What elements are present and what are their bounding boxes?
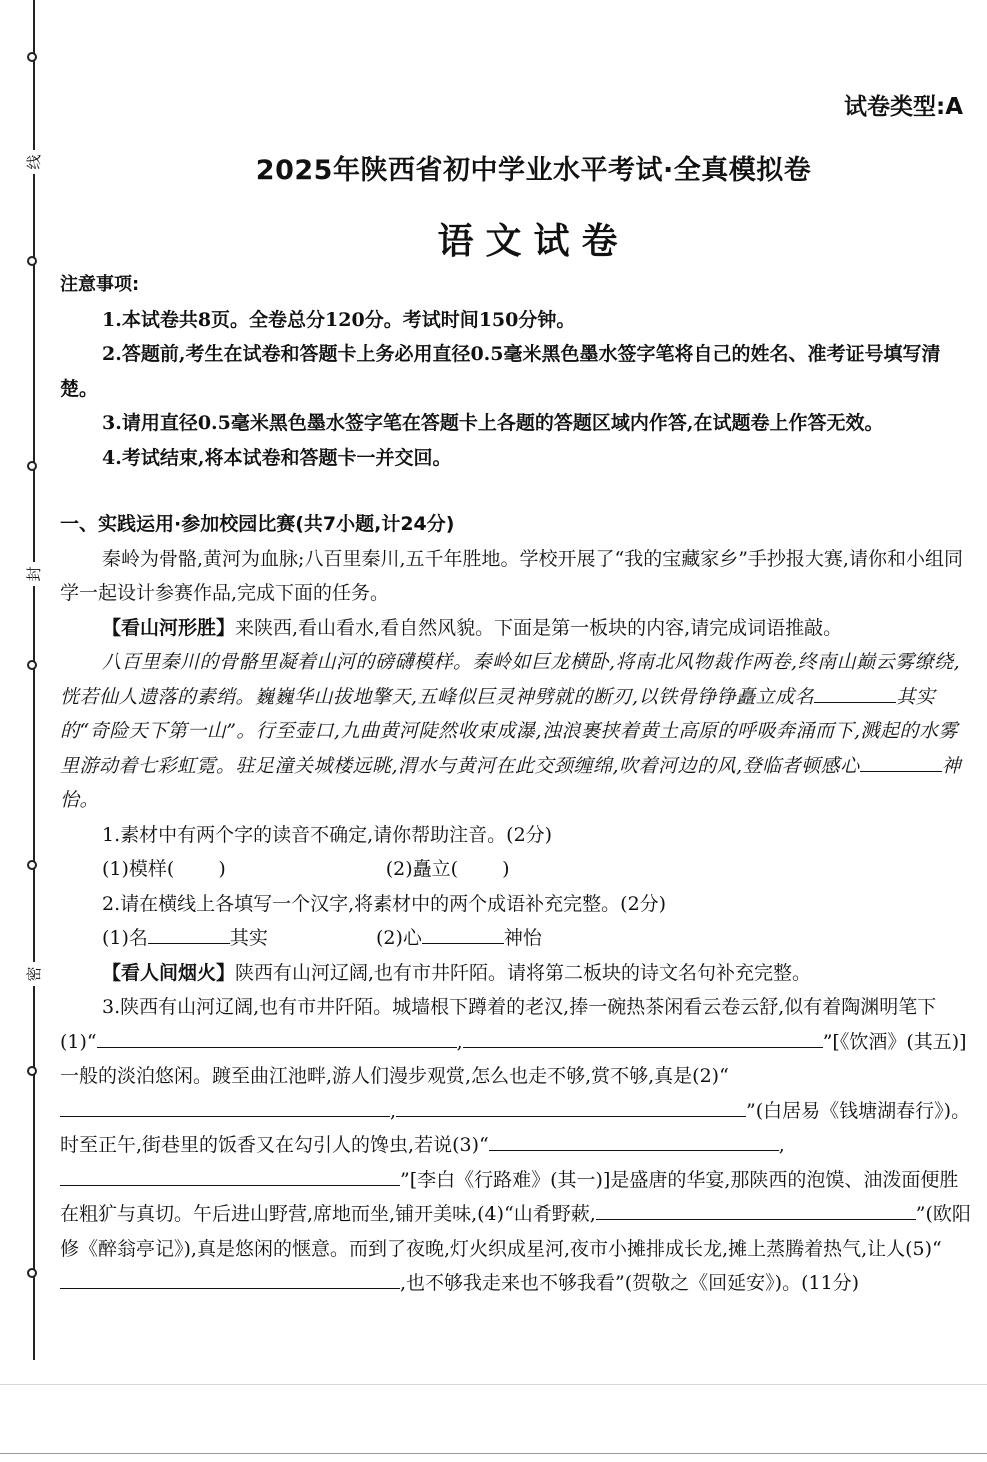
reading-passage xyxy=(60,645,972,818)
blank-1[interactable] xyxy=(814,680,896,703)
block2-instruction xyxy=(60,956,972,991)
q3-text-2: [《饮酒》(其五)]一般的淡泊悠闲。踱至曲江池畔,游人们漫步观赏,怎么也走不够,赏不够,真是(2)“ xyxy=(60,1030,967,1087)
block2-tag: 【看人间烟火】 xyxy=(102,961,236,984)
paren-close: ) xyxy=(218,858,226,880)
q2-blank-a[interactable] xyxy=(148,921,230,944)
block1-instruction xyxy=(60,611,972,646)
q2-b-prefix: (2)心 xyxy=(375,927,422,949)
passage-part-c: 神怡。 xyxy=(60,754,962,811)
passage-part-a: 八百里秦川的骨骼里凝着山河的磅礴模样。秦岭如巨龙横卧,将南北风物裁作两卷,终南山巅云雾缭绕,恍若仙人遗落的素绡。巍巍华山拔地擎天,五峰似巨灵神劈就的断刃,以铁骨铮铮矗立成名 xyxy=(60,651,961,708)
q3-blank-2a[interactable] xyxy=(60,1094,390,1117)
passage-part-b: 其实的“奇险天下第一山”。行至壶口,九曲黄河陡然收束成瀑,浊浪裹挟着黄土高原的呼吸奔涌而下,溅起的水雾里游动着七彩虹霓。驻足潼关城楼远眺,渭水与黄河在此交颈缠绵,吹着河边的风,登临者顿感心 xyxy=(60,685,959,777)
exam-title: 2025年陕西省初中学业水平考试·全真模拟卷 xyxy=(255,155,812,186)
q3-text-4: ”[李白《行路难》(其一)]是盛唐的华宴,那陕西的泡馍、油泼面便胜在粗犷与真切。午后进山野营,席地而坐,铺开美味,(4)“山肴野蔌, xyxy=(60,1168,959,1225)
binding-hole xyxy=(27,1268,37,1278)
binding-hole xyxy=(27,52,37,62)
q3-text-5: ”(欧阳修《醉翁亭记》),真是悠闲的惬意。而到了夜晚,灯火织成星河,夜市小摊排成长龙,摊上蒸腾着热气,让人(5)“ xyxy=(60,1203,971,1260)
q2-blank-b[interactable] xyxy=(422,921,504,944)
blank-2[interactable] xyxy=(860,749,942,772)
section-heading: 一、实践运用·参加校园比赛(共7小题,计24分) xyxy=(60,513,455,535)
q3-text-3: ”(白居易《钱塘湖春行》)。时至正午,街巷里的饭香又在勾引人的馋虫,若说(3)“ xyxy=(60,1099,971,1156)
q3-blank-1b[interactable] xyxy=(463,1025,823,1048)
binding-hole xyxy=(27,461,37,471)
comma: , xyxy=(390,1099,397,1122)
notice-item: 3.请用直径0.5毫米黑色墨水签字笔在答题卡上各题的答题区域内作答,在试题卷上作答无效。 xyxy=(102,412,884,434)
question-3 xyxy=(60,990,972,1301)
paper-type-label: 试卷类型:A xyxy=(844,94,963,120)
binding-char-line: 线 xyxy=(24,150,44,174)
question-1: 1.素材中有两个字的读音不确定,请你帮助注音。(2分) xyxy=(102,823,553,846)
q3-blank-5[interactable] xyxy=(60,1266,400,1289)
section-intro: 秦岭为骨骼,黄河为血脉;八百里秦川,五千年胜地。学校开展了“我的宝藏家乡”手抄报大赛,请你和小组同学一起设计参赛作品,完成下面的任务。 xyxy=(60,547,963,604)
block1-text: 来陕西,看山看水,看自然风貌。下面是第一板块的内容,请完成词语推敲。 xyxy=(235,616,843,639)
subject-title: 语文试卷 xyxy=(437,220,630,262)
notice-heading: 注意事项: xyxy=(60,274,140,295)
page-bottom-margin xyxy=(0,1384,987,1462)
bottom-divider xyxy=(0,1453,987,1454)
question-2-options xyxy=(60,921,972,956)
q3-blank-3b[interactable] xyxy=(60,1163,400,1186)
binding-hole xyxy=(27,660,37,670)
comma: , xyxy=(778,1134,785,1156)
q2-a-prefix: (1)名 xyxy=(102,927,148,949)
block2-text: 陕西有山河辽阔,也有市井阡陌。请将第二板块的诗文名句补充完整。 xyxy=(235,961,812,984)
comma: , xyxy=(456,1030,463,1053)
q1-option-b: (2)矗立( xyxy=(385,858,459,880)
block1-tag: 【看山河形胜】 xyxy=(102,616,236,639)
notice-item: 1.本试卷共8页。全卷总分120分。考试时间150分钟。 xyxy=(102,308,576,331)
q3-blank-2b[interactable] xyxy=(396,1094,746,1117)
binding-hole xyxy=(27,860,37,870)
binding-char-seal: 封 xyxy=(24,562,44,586)
binding-line xyxy=(33,0,35,1360)
q3-blank-4[interactable] xyxy=(596,1197,916,1220)
close-quote: ” xyxy=(822,1030,833,1053)
q3-text-6: ,也不够我走来也不够我看”(贺敬之《回延安》)。(11分) xyxy=(400,1272,860,1294)
q2-a-suffix: 其实 xyxy=(229,927,268,949)
binding-char-secret: 密 xyxy=(24,962,44,986)
q2-b-suffix: 神怡 xyxy=(503,927,542,949)
q3-text-1: 3.陕西有山河辽阔,也有市井阡陌。城墙根下蹲着的老汉,捧一碗热茶闲看云卷云舒,似有着陶渊明笔下(1)“ xyxy=(60,996,937,1053)
exam-content xyxy=(60,268,972,1301)
question-2: 2.请在横线上各填写一个汉字,将素材中的两个成语补充完整。(2分) xyxy=(102,892,667,915)
notice-item: 2.答题前,考生在试卷和答题卡上务必用直径0.5毫米黑色墨水签字笔将自己的姓名、准考证号填写清楚。 xyxy=(60,343,941,400)
q3-blank-1a[interactable] xyxy=(97,1025,457,1048)
binding-hole xyxy=(27,1066,37,1076)
notice-item: 4.考试结束,将本试卷和答题卡一并交回。 xyxy=(102,446,452,469)
q3-blank-3a[interactable] xyxy=(489,1128,779,1151)
paren-close: ) xyxy=(502,858,510,880)
question-1-options xyxy=(60,852,972,887)
q1-option-a: (1)模样( xyxy=(102,858,175,880)
